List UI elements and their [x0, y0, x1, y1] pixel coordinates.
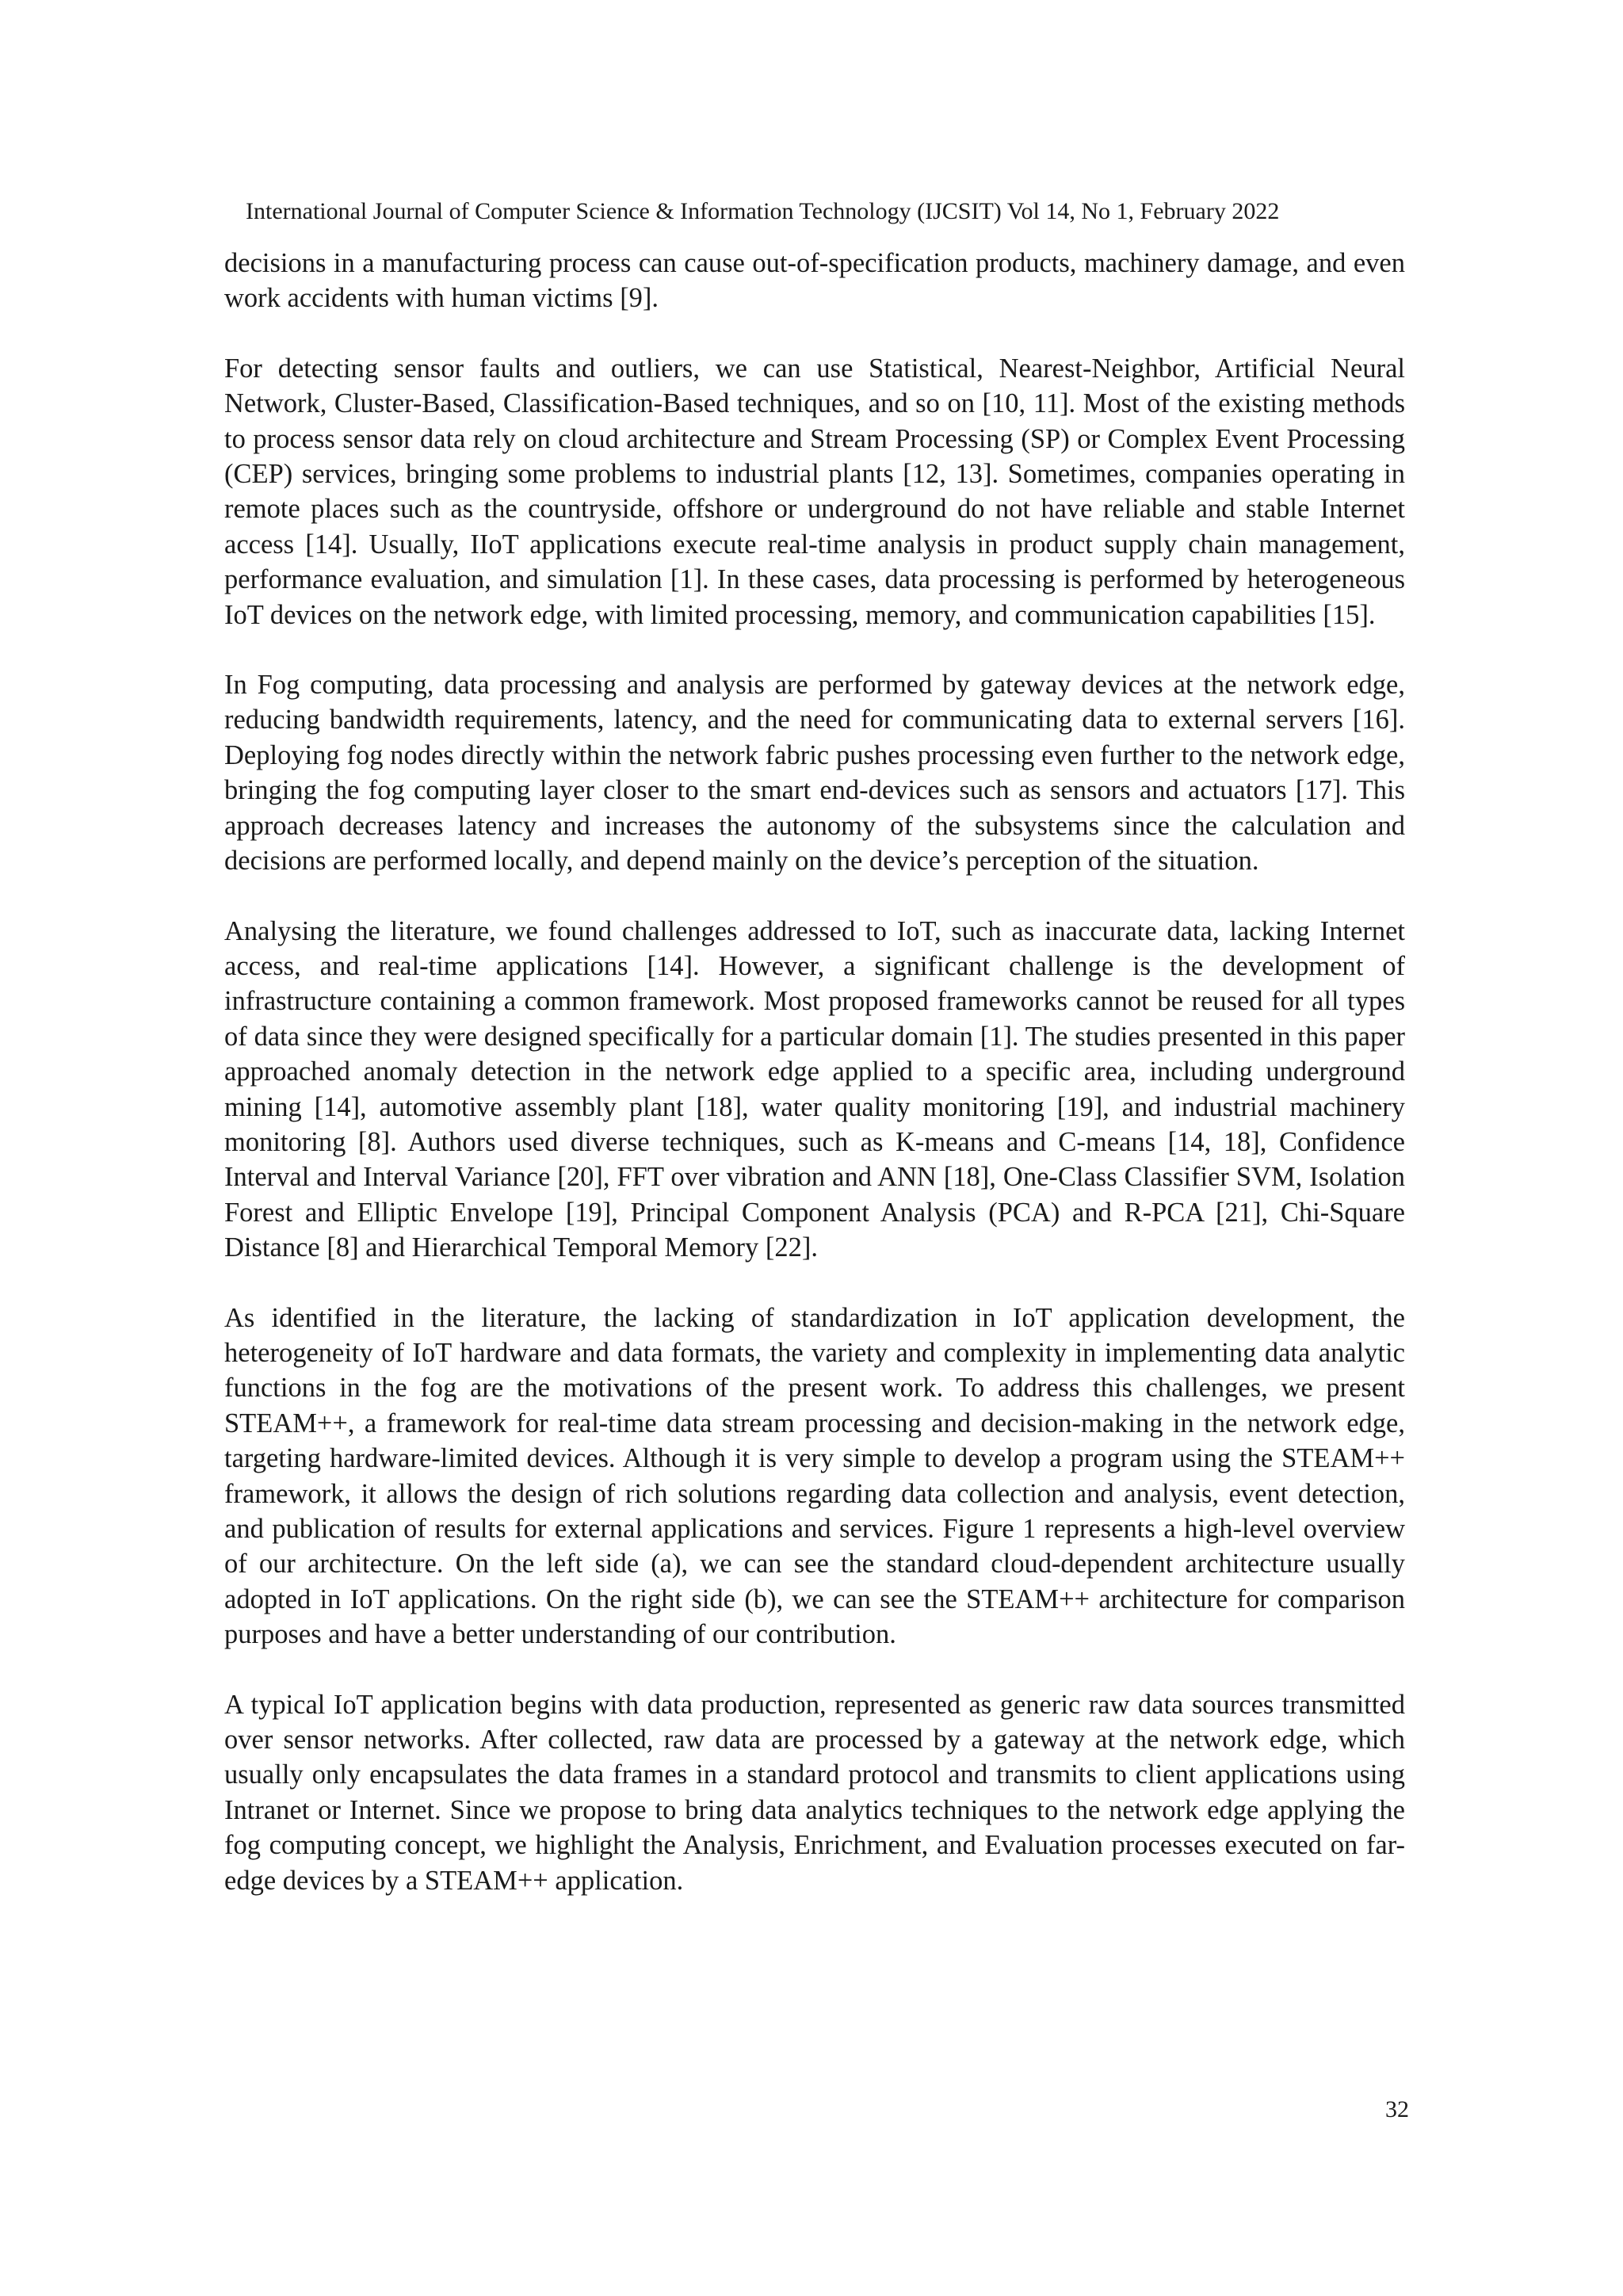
paragraph-fog-computing: In Fog computing, data processing and analysis are performed by gateway devices at the network edge, reducing bandwidth requirements, latency, and the need for communicating data to external servers [16]. Deploying fog nodes directly within the network fabric pushes processing even further to the network edge, bringing the fog computing layer closer to the smart end-devices such as sensors and actuators [17]. This approach decreases latency and increases the autonomy of the subsystems since the calculation and decisions are performed locally, and depend mainly on the device’s perception of the situation.	[224, 670, 1405, 877]
page-number: 32	[1385, 2096, 1409, 2122]
paragraph-continuation: decisions in a manufacturing process can cause out-of-specification products, machinery damage, and even work accidents with human victims [9].	[224, 248, 1405, 314]
running-header: International Journal of Computer Science & Information Technology (IJCSIT) Vol 14, No 1, February 2022	[246, 198, 1280, 224]
paragraph-literature-analysis: Analysing the literature, we found challenges addressed to IoT, such as inaccurate data, lacking Internet access, and real-time applications [14]. However, a significant challenge is the development of infrastructure containing a common framework. Most proposed frameworks cannot be reused for all types of data since they were designed specifically for a particular domain [1]. The studies presented in this paper approached anomaly detection in the network edge applied to a specific area, including underground mining [14], automotive assembly plant [18], water quality monitoring [19], and industrial machinery monitoring [8]. Authors used diverse techniques, such as K-means and C-means [14, 18], Confidence Interval and Interval Variance [20], FFT over vibration and ANN [18], One-Class Classifier SVM, Isolation Forest and Elliptic Envelope [19], Principal Component Analysis (PCA) and R-PCA [21], Chi-Square Distance [8] and Hierarchical Temporal Memory [22].	[224, 915, 1405, 1263]
paragraph-typical-iot-application: A typical IoT application begins with data production, represented as generic raw data sources transmitted over sensor networks. After collected, raw data are processed by a gateway at the network edge, which usually only encapsulates the data frames in a standard protocol and transmits to client applications using Intranet or Internet. Since we propose to bring data analytics techniques to the network edge applying the fog computing concept, we highlight the Analysis, Enrichment, and Evaluation processes executed on far-edge devices by a STEAM++ application.	[224, 1689, 1405, 1896]
body-text	[224, 246, 1405, 1933]
paragraph-motivation: As identified in the literature, the lacking of standardization in IoT application development, the heterogeneity of IoT hardware and data formats, the variety and complexity in implementing data analytic functions in the fog are the motivations of the present work. To address this challenges, we present STEAM++, a framework for real-time data stream processing and decision-making in the network edge, targeting hardware-limited devices. Although it is very simple to develop a program using the STEAM++ framework, it allows the design of rich solutions regarding data collection and analysis, event detection, and publication of results for external applications and services. Figure 1 represents a high-level overview of our architecture. On the left side (a), we can see the standard cloud-dependent architecture usually adopted in IoT applications. On the right side (b), we can see the STEAM++ architecture for comparison purposes and have a better understanding of our contribution.	[224, 1302, 1405, 1650]
paragraph-sensor-faults: For detecting sensor faults and outliers, we can use Statistical, Nearest-Neighbor, Artificial Neural Network, Cluster-Based, Classification-Based techniques, and so on [10, 11]. Most of the existing methods to process sensor data rely on cloud architecture and Stream Processing (SP) or Complex Event Processing (CEP) services, bringing some problems to industrial plants [12, 13]. Sometimes, companies operating in remote places such as the countryside, offshore or underground do not have reliable and stable Internet access [14]. Usually, IIoT applications execute real-time analysis in product supply chain management, performance evaluation, and simulation [1]. In these cases, data processing is performed by heterogeneous IoT devices on the network edge, with limited processing, memory, and communication capabilities [15].	[224, 353, 1405, 630]
